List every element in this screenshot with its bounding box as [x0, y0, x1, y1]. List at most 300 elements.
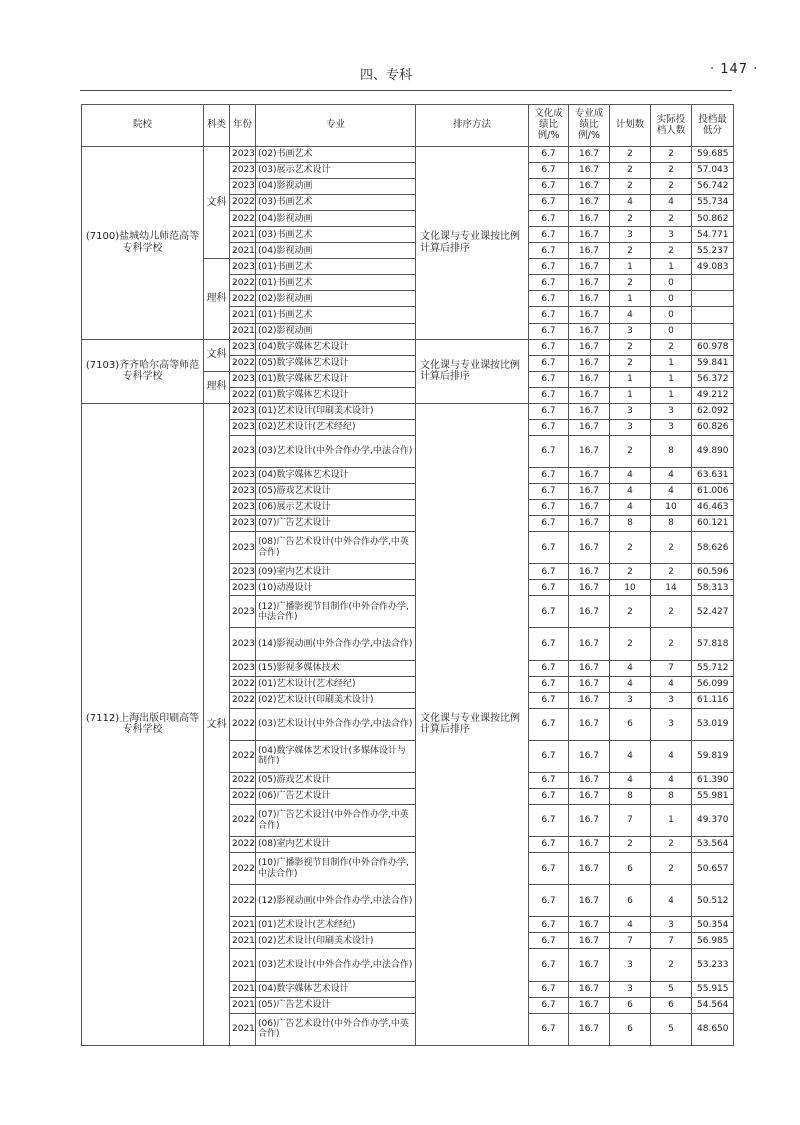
major-cell: (08)广告艺术设计(中外合作办学,中英合作) — [256, 532, 416, 564]
min-score-cell: 56.985 — [692, 933, 734, 949]
plan-count-cell: 10 — [610, 580, 651, 596]
year-cell: 2022 — [230, 387, 256, 403]
min-score-cell: 59.841 — [692, 355, 734, 371]
plan-count-cell: 3 — [610, 227, 651, 243]
pro-ratio-cell: 16.7 — [569, 676, 610, 692]
year-cell: 2021 — [230, 1013, 256, 1045]
admission-table-wrapper — [81, 104, 733, 1046]
major-cell: (01)书画艺术 — [256, 259, 416, 275]
plan-count-cell: 4 — [610, 484, 651, 500]
culture-ratio-cell: 6.7 — [529, 259, 569, 275]
actual-count-cell: 1 — [651, 387, 692, 403]
col-header-culture-ratio: 文化成绩比例/% — [529, 105, 569, 147]
culture-ratio-cell: 6.7 — [529, 403, 569, 419]
culture-ratio-cell: 6.7 — [529, 580, 569, 596]
major-cell: (09)室内艺术设计 — [256, 564, 416, 580]
pro-ratio-cell: 16.7 — [569, 580, 610, 596]
culture-ratio-cell: 6.7 — [529, 997, 569, 1013]
year-cell: 2022 — [230, 788, 256, 804]
pro-ratio-cell: 16.7 — [569, 259, 610, 275]
plan-count-cell: 2 — [610, 275, 651, 291]
culture-ratio-cell: 6.7 — [529, 933, 569, 949]
actual-count-cell: 2 — [651, 243, 692, 259]
major-cell: (03)艺术设计(中外合作办学,中法合作) — [256, 708, 416, 740]
major-cell: (01)书画艺术 — [256, 307, 416, 323]
min-score-cell: 60.978 — [692, 339, 734, 355]
pro-ratio-cell: 16.7 — [569, 147, 610, 163]
culture-ratio-cell: 6.7 — [529, 981, 569, 997]
year-cell: 2023 — [230, 596, 256, 628]
plan-count-cell: 2 — [610, 211, 651, 227]
school-name: (7103)齐齐哈尔高等师范专科学校 — [82, 339, 204, 403]
major-cell: (10)广播影视节目制作(中外合作办学,中法合作) — [256, 853, 416, 885]
year-cell: 2023 — [230, 435, 256, 467]
culture-ratio-cell: 6.7 — [529, 243, 569, 259]
major-cell: (14)影视动画(中外合作办学,中法合作) — [256, 628, 416, 660]
year-cell: 2022 — [230, 885, 256, 917]
culture-ratio-cell: 6.7 — [529, 307, 569, 323]
min-score-cell: 53.019 — [692, 708, 734, 740]
actual-count-cell: 8 — [651, 788, 692, 804]
year-cell: 2022 — [230, 772, 256, 788]
col-header-school: 院校 — [82, 105, 204, 147]
col-header-plan: 计划数 — [610, 105, 651, 147]
plan-count-cell: 4 — [610, 676, 651, 692]
major-cell: (04)数字媒体艺术设计 — [256, 467, 416, 483]
pro-ratio-cell: 16.7 — [569, 195, 610, 211]
plan-count-cell: 4 — [610, 467, 651, 483]
actual-count-cell: 8 — [651, 516, 692, 532]
min-score-cell: 53.233 — [692, 949, 734, 981]
major-cell: (04)影视动画 — [256, 179, 416, 195]
plan-count-cell: 4 — [610, 660, 651, 676]
min-score-cell: 56.742 — [692, 179, 734, 195]
culture-ratio-cell: 6.7 — [529, 949, 569, 981]
plan-count-cell: 6 — [610, 997, 651, 1013]
major-cell: (05)游戏艺术设计 — [256, 484, 416, 500]
major-cell: (02)艺术设计(艺术经纪) — [256, 419, 416, 435]
year-cell: 2022 — [230, 837, 256, 853]
col-header-method: 排序方法 — [416, 105, 529, 147]
major-cell: (02)影视动画 — [256, 291, 416, 307]
pro-ratio-cell: 16.7 — [569, 853, 610, 885]
min-score-cell: 59.819 — [692, 740, 734, 772]
min-score-cell: 48.650 — [692, 1013, 734, 1045]
major-cell: (04)数字媒体艺术设计(多媒体设计与制作) — [256, 740, 416, 772]
plan-count-cell: 1 — [610, 387, 651, 403]
plan-count-cell: 1 — [610, 371, 651, 387]
year-cell: 2022 — [230, 805, 256, 837]
page-number: · 147 · — [710, 62, 759, 77]
pro-ratio-cell: 16.7 — [569, 227, 610, 243]
pro-ratio-cell: 16.7 — [569, 307, 610, 323]
pro-ratio-cell: 16.7 — [569, 805, 610, 837]
year-cell: 2023 — [230, 419, 256, 435]
section-title: 四、专科 — [360, 68, 413, 83]
year-cell: 2023 — [230, 660, 256, 676]
ranking-method: 文化课与专业课按比例计算后排序 — [416, 147, 529, 340]
actual-count-cell: 2 — [651, 163, 692, 179]
actual-count-cell: 6 — [651, 997, 692, 1013]
pro-ratio-cell: 16.7 — [569, 837, 610, 853]
pro-ratio-cell: 16.7 — [569, 933, 610, 949]
culture-ratio-cell: 6.7 — [529, 275, 569, 291]
table-row — [82, 403, 734, 419]
major-cell: (05)游戏艺术设计 — [256, 772, 416, 788]
plan-count-cell: 3 — [610, 323, 651, 339]
pro-ratio-cell: 16.7 — [569, 1013, 610, 1045]
min-score-cell: 50.354 — [692, 917, 734, 933]
year-cell: 2021 — [230, 307, 256, 323]
year-cell: 2022 — [230, 355, 256, 371]
plan-count-cell: 8 — [610, 788, 651, 804]
major-cell: (01)数字媒体艺术设计 — [256, 371, 416, 387]
major-cell: (12)影视动画(中外合作办学,中法合作) — [256, 885, 416, 917]
col-header-pro-ratio: 专业成绩比例/% — [569, 105, 610, 147]
pro-ratio-cell: 16.7 — [569, 291, 610, 307]
actual-count-cell: 0 — [651, 307, 692, 323]
major-cell: (01)数字媒体艺术设计 — [256, 387, 416, 403]
culture-ratio-cell: 6.7 — [529, 917, 569, 933]
actual-count-cell: 5 — [651, 981, 692, 997]
min-score-cell: 61.390 — [692, 772, 734, 788]
major-cell: (07)广告艺术设计 — [256, 516, 416, 532]
pro-ratio-cell: 16.7 — [569, 660, 610, 676]
actual-count-cell: 4 — [651, 676, 692, 692]
pro-ratio-cell: 16.7 — [569, 564, 610, 580]
min-score-cell: 62.092 — [692, 403, 734, 419]
min-score-cell: 54.564 — [692, 997, 734, 1013]
min-score-cell: 49.083 — [692, 259, 734, 275]
actual-count-cell: 2 — [651, 532, 692, 564]
min-score-cell — [692, 307, 734, 323]
plan-count-cell: 4 — [610, 772, 651, 788]
year-cell: 2023 — [230, 564, 256, 580]
year-cell: 2023 — [230, 484, 256, 500]
major-cell: (01)艺术设计(艺术经纪) — [256, 917, 416, 933]
year-cell: 2022 — [230, 195, 256, 211]
col-header-year: 年份 — [230, 105, 256, 147]
plan-count-cell: 2 — [610, 243, 651, 259]
major-cell: (03)艺术设计(中外合作办学,中法合作) — [256, 949, 416, 981]
min-score-cell: 63.631 — [692, 467, 734, 483]
pro-ratio-cell: 16.7 — [569, 532, 610, 564]
year-cell: 2022 — [230, 853, 256, 885]
subject-type: 理科 — [204, 259, 230, 339]
min-score-cell: 57.043 — [692, 163, 734, 179]
pro-ratio-cell: 16.7 — [569, 419, 610, 435]
culture-ratio-cell: 6.7 — [529, 371, 569, 387]
subject-type: 文科 — [204, 147, 230, 259]
plan-count-cell: 4 — [610, 195, 651, 211]
pro-ratio-cell: 16.7 — [569, 323, 610, 339]
actual-count-cell: 2 — [651, 179, 692, 195]
plan-count-cell: 2 — [610, 339, 651, 355]
major-cell: (03)书画艺术 — [256, 227, 416, 243]
major-cell: (15)影视多媒体技术 — [256, 660, 416, 676]
actual-count-cell: 10 — [651, 500, 692, 516]
col-header-actual: 实际投档人数 — [651, 105, 692, 147]
culture-ratio-cell: 6.7 — [529, 516, 569, 532]
culture-ratio-cell: 6.7 — [529, 291, 569, 307]
major-cell: (05)广告艺术设计 — [256, 997, 416, 1013]
min-score-cell: 55.734 — [692, 195, 734, 211]
culture-ratio-cell: 6.7 — [529, 805, 569, 837]
min-score-cell: 61.006 — [692, 484, 734, 500]
major-cell: (03)书画艺术 — [256, 195, 416, 211]
pro-ratio-cell: 16.7 — [569, 467, 610, 483]
major-cell: (02)艺术设计(印刷美术设计) — [256, 692, 416, 708]
year-cell: 2023 — [230, 339, 256, 355]
min-score-cell: 58.626 — [692, 532, 734, 564]
plan-count-cell: 1 — [610, 259, 651, 275]
culture-ratio-cell: 6.7 — [529, 484, 569, 500]
plan-count-cell: 2 — [610, 163, 651, 179]
min-score-cell: 49.890 — [692, 435, 734, 467]
table-row — [82, 339, 734, 355]
pro-ratio-cell: 16.7 — [569, 179, 610, 195]
actual-count-cell: 4 — [651, 195, 692, 211]
min-score-cell: 60.826 — [692, 419, 734, 435]
pro-ratio-cell: 16.7 — [569, 708, 610, 740]
plan-count-cell: 2 — [610, 355, 651, 371]
culture-ratio-cell: 6.7 — [529, 853, 569, 885]
actual-count-cell: 2 — [651, 211, 692, 227]
major-cell: (02)书画艺术 — [256, 147, 416, 163]
pro-ratio-cell: 16.7 — [569, 981, 610, 997]
major-cell: (01)艺术设计(艺术经纪) — [256, 676, 416, 692]
culture-ratio-cell: 6.7 — [529, 660, 569, 676]
col-header-type: 科类 — [204, 105, 230, 147]
actual-count-cell: 3 — [651, 917, 692, 933]
culture-ratio-cell: 6.7 — [529, 1013, 569, 1045]
pro-ratio-cell: 16.7 — [569, 917, 610, 933]
culture-ratio-cell: 6.7 — [529, 885, 569, 917]
year-cell: 2023 — [230, 500, 256, 516]
actual-count-cell: 2 — [651, 628, 692, 660]
culture-ratio-cell: 6.7 — [529, 564, 569, 580]
culture-ratio-cell: 6.7 — [529, 772, 569, 788]
plan-count-cell: 2 — [610, 532, 651, 564]
actual-count-cell: 14 — [651, 580, 692, 596]
pro-ratio-cell: 16.7 — [569, 484, 610, 500]
actual-count-cell: 4 — [651, 484, 692, 500]
actual-count-cell: 2 — [651, 853, 692, 885]
culture-ratio-cell: 6.7 — [529, 708, 569, 740]
min-score-cell: 50.512 — [692, 885, 734, 917]
plan-count-cell: 2 — [610, 837, 651, 853]
actual-count-cell: 8 — [651, 435, 692, 467]
actual-count-cell: 3 — [651, 708, 692, 740]
plan-count-cell: 2 — [610, 596, 651, 628]
pro-ratio-cell: 16.7 — [569, 339, 610, 355]
culture-ratio-cell: 6.7 — [529, 740, 569, 772]
year-cell: 2022 — [230, 676, 256, 692]
year-cell: 2023 — [230, 467, 256, 483]
year-cell: 2022 — [230, 291, 256, 307]
pro-ratio-cell: 16.7 — [569, 500, 610, 516]
plan-count-cell: 4 — [610, 740, 651, 772]
culture-ratio-cell: 6.7 — [529, 532, 569, 564]
culture-ratio-cell: 6.7 — [529, 837, 569, 853]
actual-count-cell: 4 — [651, 885, 692, 917]
pro-ratio-cell: 16.7 — [569, 371, 610, 387]
min-score-cell: 53.564 — [692, 837, 734, 853]
pro-ratio-cell: 16.7 — [569, 628, 610, 660]
plan-count-cell: 6 — [610, 708, 651, 740]
actual-count-cell: 7 — [651, 660, 692, 676]
actual-count-cell: 7 — [651, 933, 692, 949]
year-cell: 2021 — [230, 243, 256, 259]
pro-ratio-cell: 16.7 — [569, 772, 610, 788]
pro-ratio-cell: 16.7 — [569, 355, 610, 371]
pro-ratio-cell: 16.7 — [569, 949, 610, 981]
actual-count-cell: 4 — [651, 740, 692, 772]
header-rule — [80, 90, 732, 91]
major-cell: (04)影视动画 — [256, 211, 416, 227]
col-header-min-score: 投档最低分 — [692, 105, 734, 147]
plan-count-cell: 6 — [610, 1013, 651, 1045]
major-cell: (02)影视动画 — [256, 323, 416, 339]
actual-count-cell: 4 — [651, 772, 692, 788]
min-score-cell: 56.372 — [692, 371, 734, 387]
culture-ratio-cell: 6.7 — [529, 500, 569, 516]
culture-ratio-cell: 6.7 — [529, 467, 569, 483]
major-cell: (06)广告艺术设计(中外合作办学,中英合作) — [256, 1013, 416, 1045]
pro-ratio-cell: 16.7 — [569, 211, 610, 227]
year-cell: 2023 — [230, 580, 256, 596]
plan-count-cell: 8 — [610, 516, 651, 532]
actual-count-cell: 2 — [651, 564, 692, 580]
pro-ratio-cell: 16.7 — [569, 435, 610, 467]
plan-count-cell: 4 — [610, 500, 651, 516]
min-score-cell: 52.427 — [692, 596, 734, 628]
year-cell: 2023 — [230, 179, 256, 195]
plan-count-cell: 7 — [610, 933, 651, 949]
actual-count-cell: 1 — [651, 371, 692, 387]
pro-ratio-cell: 16.7 — [569, 692, 610, 708]
plan-count-cell: 6 — [610, 853, 651, 885]
major-cell: (03)艺术设计(中外合作办学,中法合作) — [256, 435, 416, 467]
school-name: (7100)盐城幼儿师范高等专科学校 — [82, 147, 204, 340]
plan-count-cell: 2 — [610, 628, 651, 660]
pro-ratio-cell: 16.7 — [569, 163, 610, 179]
actual-count-cell: 3 — [651, 227, 692, 243]
subject-type: 文科 — [204, 403, 230, 1045]
plan-count-cell: 1 — [610, 291, 651, 307]
plan-count-cell: 6 — [610, 885, 651, 917]
actual-count-cell: 2 — [651, 596, 692, 628]
subject-type: 理科 — [204, 371, 230, 403]
year-cell: 2021 — [230, 981, 256, 997]
year-cell: 2023 — [230, 147, 256, 163]
pro-ratio-cell: 16.7 — [569, 788, 610, 804]
actual-count-cell: 5 — [651, 1013, 692, 1045]
table-row — [82, 147, 734, 163]
ranking-method: 文化课与专业课按比例计算后排序 — [416, 403, 529, 1045]
culture-ratio-cell: 6.7 — [529, 596, 569, 628]
culture-ratio-cell: 6.7 — [529, 227, 569, 243]
table-body — [82, 147, 734, 1046]
subject-type: 文科 — [204, 339, 230, 371]
year-cell: 2021 — [230, 949, 256, 981]
year-cell: 2022 — [230, 275, 256, 291]
min-score-cell — [692, 323, 734, 339]
year-cell: 2022 — [230, 740, 256, 772]
min-score-cell: 50.657 — [692, 853, 734, 885]
culture-ratio-cell: 6.7 — [529, 147, 569, 163]
year-cell: 2022 — [230, 692, 256, 708]
actual-count-cell: 3 — [651, 692, 692, 708]
min-score-cell: 49.370 — [692, 805, 734, 837]
year-cell: 2023 — [230, 628, 256, 660]
culture-ratio-cell: 6.7 — [529, 179, 569, 195]
table-header-row — [82, 105, 734, 147]
major-cell: (06)广告艺术设计 — [256, 788, 416, 804]
culture-ratio-cell: 6.7 — [529, 211, 569, 227]
plan-count-cell: 3 — [610, 403, 651, 419]
culture-ratio-cell: 6.7 — [529, 387, 569, 403]
year-cell: 2021 — [230, 997, 256, 1013]
min-score-cell: 56.099 — [692, 676, 734, 692]
school-name: (7112)上海出版印刷高等专科学校 — [82, 403, 204, 1045]
plan-count-cell: 4 — [610, 307, 651, 323]
plan-count-cell: 2 — [610, 435, 651, 467]
culture-ratio-cell: 6.7 — [529, 163, 569, 179]
culture-ratio-cell: 6.7 — [529, 323, 569, 339]
culture-ratio-cell: 6.7 — [529, 435, 569, 467]
major-cell: (04)数字媒体艺术设计 — [256, 339, 416, 355]
plan-count-cell: 3 — [610, 949, 651, 981]
major-cell: (04)数字媒体艺术设计 — [256, 981, 416, 997]
culture-ratio-cell: 6.7 — [529, 788, 569, 804]
actual-count-cell: 0 — [651, 275, 692, 291]
major-cell: (07)广告艺术设计(中外合作办学,中英合作) — [256, 805, 416, 837]
year-cell: 2023 — [230, 532, 256, 564]
actual-count-cell: 3 — [651, 419, 692, 435]
major-cell: (12)广播影视节目制作(中外合作办学,中法合作) — [256, 596, 416, 628]
min-score-cell: 54.771 — [692, 227, 734, 243]
plan-count-cell: 2 — [610, 179, 651, 195]
actual-count-cell: 1 — [651, 805, 692, 837]
culture-ratio-cell: 6.7 — [529, 692, 569, 708]
year-cell: 2023 — [230, 516, 256, 532]
pro-ratio-cell: 16.7 — [569, 885, 610, 917]
actual-count-cell: 2 — [651, 837, 692, 853]
plan-count-cell: 7 — [610, 805, 651, 837]
min-score-cell: 61.116 — [692, 692, 734, 708]
year-cell: 2021 — [230, 227, 256, 243]
min-score-cell: 46.463 — [692, 500, 734, 516]
actual-count-cell: 1 — [651, 259, 692, 275]
min-score-cell: 57.818 — [692, 628, 734, 660]
plan-count-cell: 2 — [610, 147, 651, 163]
pro-ratio-cell: 16.7 — [569, 403, 610, 419]
year-cell: 2023 — [230, 403, 256, 419]
actual-count-cell: 1 — [651, 355, 692, 371]
plan-count-cell: 3 — [610, 419, 651, 435]
pro-ratio-cell: 16.7 — [569, 243, 610, 259]
min-score-cell: 55.981 — [692, 788, 734, 804]
year-cell: 2021 — [230, 323, 256, 339]
major-cell: (02)艺术设计(印刷美术设计) — [256, 933, 416, 949]
min-score-cell: 60.121 — [692, 516, 734, 532]
major-cell: (05)数字媒体艺术设计 — [256, 355, 416, 371]
col-header-major: 专业 — [256, 105, 416, 147]
pro-ratio-cell: 16.7 — [569, 387, 610, 403]
year-cell: 2023 — [230, 371, 256, 387]
actual-count-cell: 3 — [651, 403, 692, 419]
